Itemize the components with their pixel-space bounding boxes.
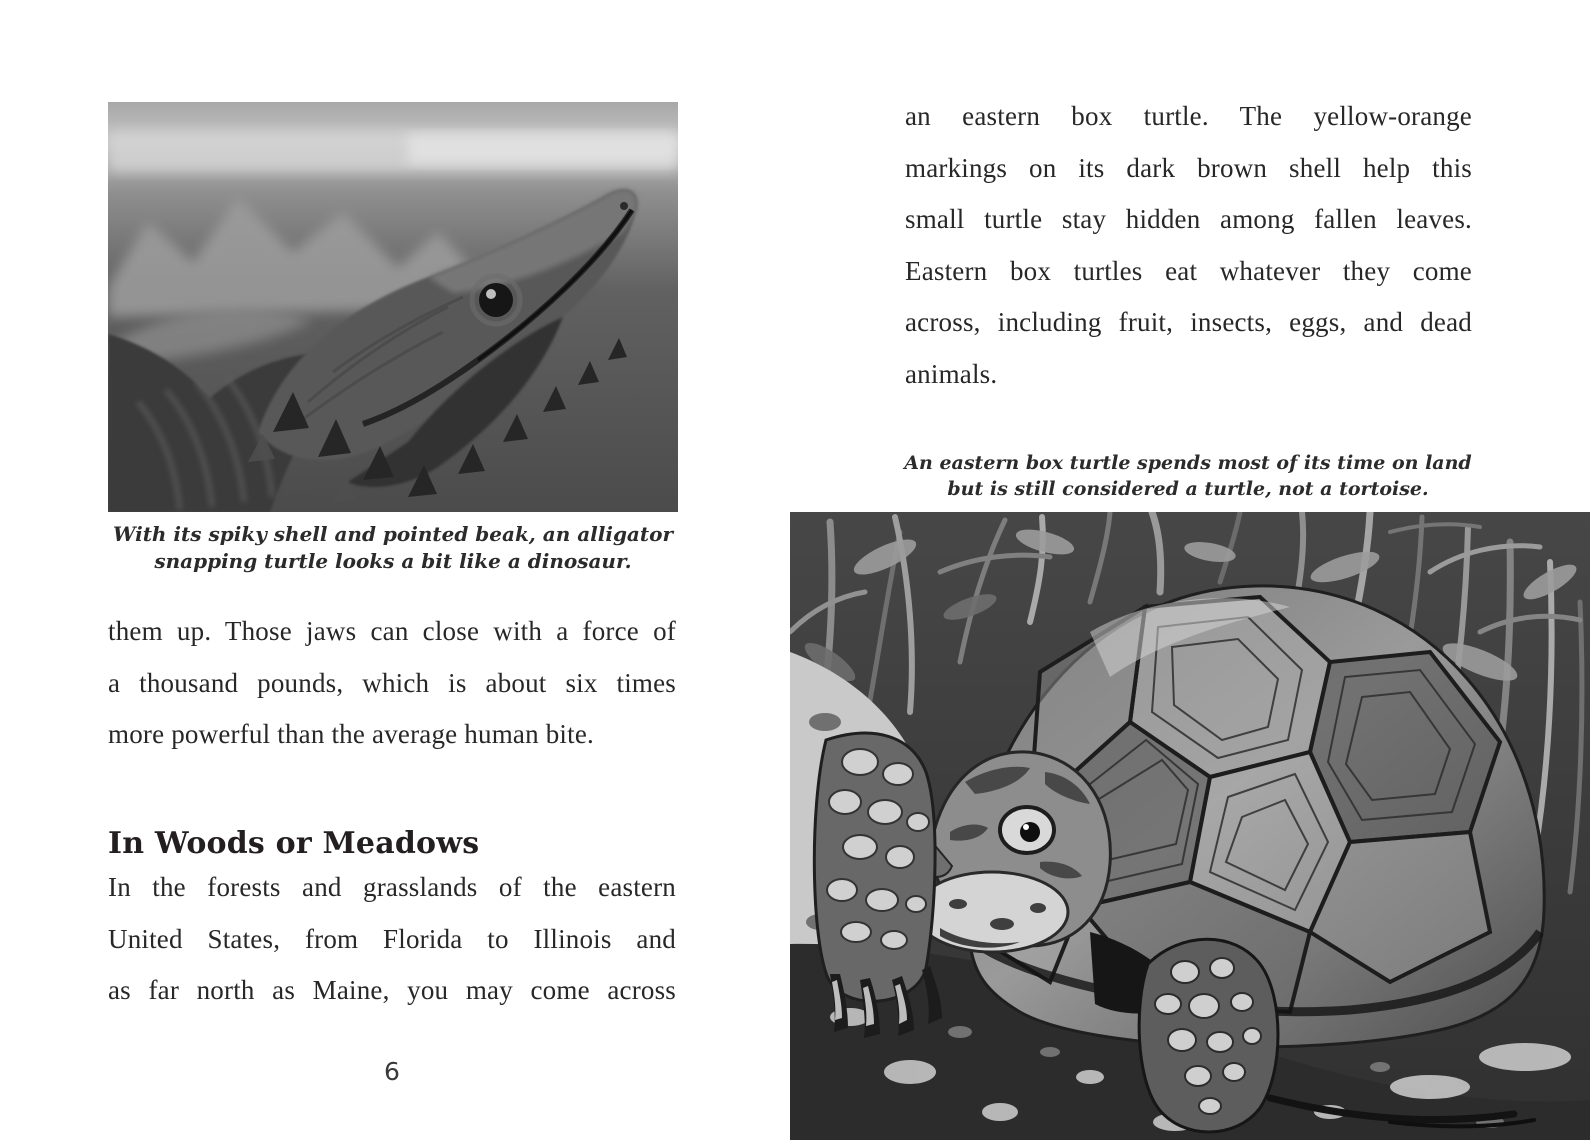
section-heading: In Woods or Meadows <box>108 826 480 861</box>
eastern-box-turtle-illustration <box>790 512 1590 1140</box>
left-paragraph-range <box>108 862 676 1017</box>
left-caption-line-2: snapping turtle looks a bit like a dinosaur. <box>154 549 632 573</box>
body-line: markings on its dark brown shell help this <box>905 152 1472 183</box>
body-line: Eastern box turtles eat whatever they come <box>905 255 1472 286</box>
eastern-box-turtle-photo <box>790 512 1590 1140</box>
body-line: In the forests and grasslands of the eastern <box>108 872 676 902</box>
body-line: United States, from Florida to Illinois and <box>108 923 676 954</box>
body-line: more powerful than the average human bite. <box>108 719 594 749</box>
body-line: a thousand pounds, which is about six times <box>108 667 676 698</box>
right-caption-line-2: but is still considered a turtle, not a tortoise. <box>947 478 1429 500</box>
body-line: across, including fruit, insects, eggs, and dead <box>905 307 1472 337</box>
right-paragraph-box-turtle <box>905 91 1472 400</box>
body-line: small turtle stay hidden among fallen leaves. <box>905 204 1472 234</box>
right-photo-caption <box>888 450 1488 502</box>
left-caption-line-1: With its spiky shell and pointed beak, an alligator <box>112 522 674 546</box>
body-line: as far north as Maine, you may come across <box>108 975 676 1005</box>
left-paragraph-jaws <box>108 606 676 761</box>
body-line: an eastern box turtle. The yellow-orange <box>905 101 1472 131</box>
body-line: animals. <box>905 358 998 389</box>
alligator-snapping-turtle-photo <box>108 102 678 512</box>
page-number: 6 <box>384 1057 400 1086</box>
left-photo-caption <box>108 521 678 575</box>
body-line: them up. Those jaws can close with a force of <box>108 616 676 646</box>
alligator-snapping-turtle-illustration <box>108 102 678 512</box>
right-caption-line-1: An eastern box turtle spends most of its time on land <box>904 452 1472 474</box>
